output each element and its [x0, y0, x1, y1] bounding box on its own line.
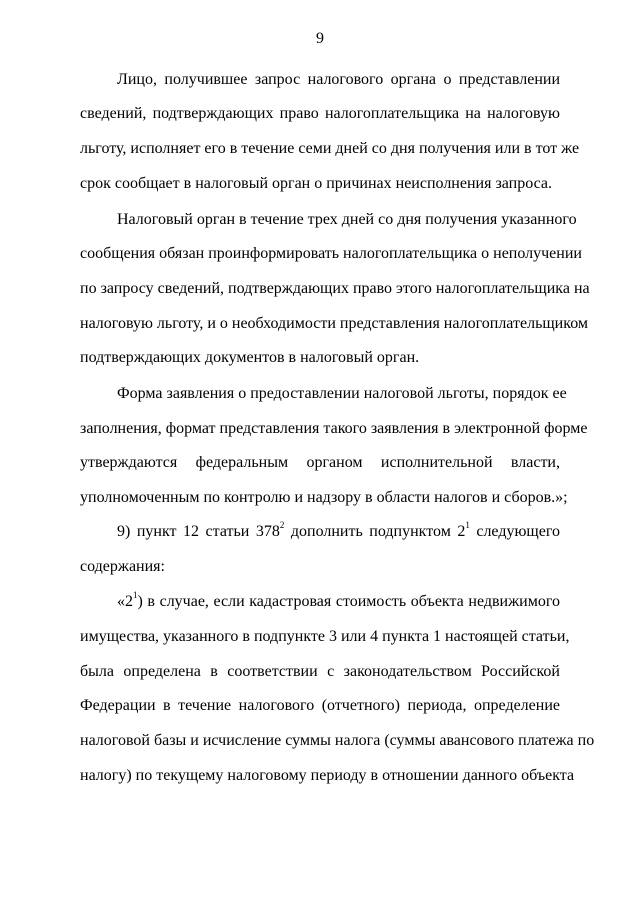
text-line: подтверждающих документов в налоговый орган.	[80, 349, 420, 366]
text-line: Федерации в течение налогового (отчетного) периода, определение	[80, 697, 560, 714]
text-line: налогу) по текущему налоговому периоду в отношении данного объекта	[80, 767, 575, 784]
superscript: 1	[133, 589, 138, 600]
text-line: льготу, исполняет его в течение семи дней со дня получения или в тот же	[80, 140, 580, 157]
text-segment: ) в случае, если кадастровая стоимость объекта недвижимого	[137, 593, 560, 610]
text-line: Форма заявления о предоставлении налоговой льготы, порядок ее	[117, 385, 567, 402]
text-segment: 9) пункт 12 статьи 378	[117, 523, 280, 540]
text-line: Лицо, получившее запрос налогового органа о представлении	[117, 71, 560, 88]
text-line: была определена в соответствии с законодательством Российской	[80, 663, 560, 680]
text-line: по запросу сведений, подтверждающих право этого налогоплательщика на	[80, 280, 590, 297]
text-line: налоговую льготу, и о необходимости представления налогоплательщиком	[80, 315, 589, 332]
text-line: уполномоченным по контролю и надзору в области налогов и сборов.»;	[80, 489, 568, 506]
page-number: 9	[316, 30, 324, 47]
text-line: налоговой базы и исчисление суммы налога (суммы авансового платежа по	[80, 732, 595, 749]
text-line: срок сообщает в налоговый орган о причинах неисполнения запроса.	[80, 175, 553, 192]
text-segment: следующего	[469, 523, 560, 540]
superscript: 1	[465, 519, 470, 530]
text-line: заполнения, формат представления такого заявления в электронной форме	[80, 420, 588, 437]
text-line: сведений, подтверждающих право налогоплательщика на налоговую	[80, 105, 560, 122]
text-line	[117, 519, 560, 542]
text-line	[117, 589, 560, 612]
text-line: Налоговый орган в течение трех дней со дня получения указанного	[117, 211, 577, 228]
text-line: имущества, указанного в подпункте 3 или 4 пункта 1 настоящей статьи,	[80, 628, 570, 645]
text-segment: дополнить подпунктом 2	[284, 523, 466, 540]
text-line: содержания:	[80, 558, 165, 575]
superscript: 2	[279, 519, 285, 530]
text-line: сообщения обязан проинформировать налогоплательщика о неполучении	[80, 245, 582, 262]
text-line: утверждаются федеральным органом исполнительной власти,	[80, 454, 560, 471]
text-segment: «2	[117, 593, 133, 610]
